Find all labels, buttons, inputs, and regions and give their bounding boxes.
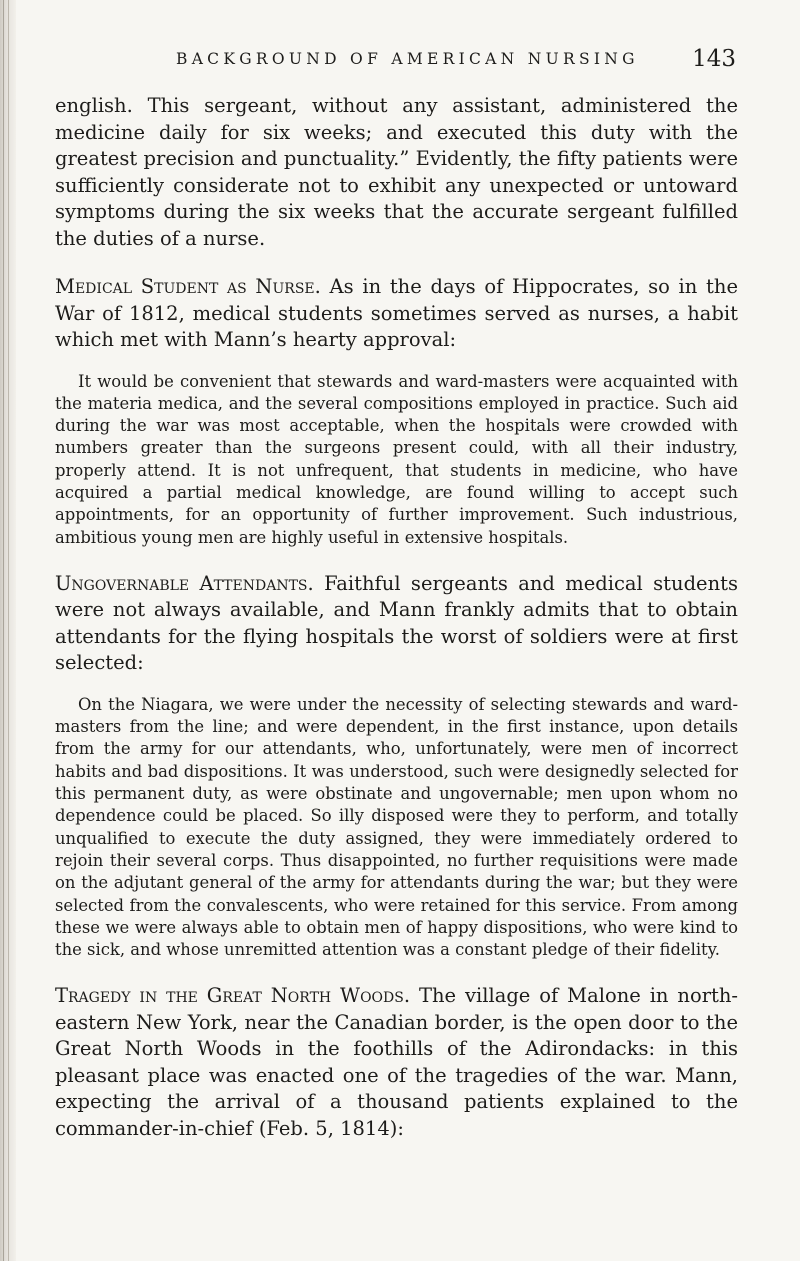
quote-text: It would be convenient that stewards and ward-masters were acquainted with the materia medica, and the several compositions employed in practice. Such aid during the war was most acceptable, when the hospitals were crowded with numbers greater than the surgeons present could, with all their industry, properly attend. It is not unfrequent, that students in medicine, who have acquired a partial medical knowledge, are found willing to accept such appointments, for an opportunity of further improvement. Such industrious, ambitious young men are highly useful in extensive hospitals. [55, 371, 738, 547]
paragraph-sergeant-duties [55, 93, 738, 252]
paragraph-ungovernable-attendants [55, 571, 738, 677]
paragraph-text: The village of Malone in north-eastern New York, near the Canadian border, is the open door to the Great North Woods in the foothills of the Adirondacks: in this pleasant place was enacted one of the tragedies of the war. Mann, expecting the arrival of a thousand patients explained to the commander-in-chief (Feb. 5, 1814): [55, 984, 739, 1140]
block-quote-niagara [55, 694, 738, 962]
running-head: BACKGROUND OF AMERICAN NURSING [176, 50, 639, 68]
paragraph-medical-student [55, 274, 738, 354]
section-heading-tragedy: Tragedy in the Great North Woods. [55, 984, 411, 1008]
paragraph-text: Faithful sergeants and medical students were not always available, and Mann frankly admits that to obtain attendants for the flying hospitals the worst of soldiers were at first selected: [55, 571, 738, 675]
paragraph-text: english. This sergeant, without any assistant, administered the medicine daily for six weeks; and executed this duty with the greatest precision and punctuality.” Evidently, the fifty patients were sufficiently considerate not to exhibit any unexpected or untoward symptoms during the six weeks that the accurate sergeant fulfilled the duties of a nurse. [55, 94, 738, 250]
block-quote-stewards [55, 371, 738, 549]
section-heading-medical-student: Medical Student as Nurse. [55, 275, 321, 298]
paragraph-tragedy-north-woods [55, 983, 738, 1142]
page-body [55, 93, 738, 1142]
page-header [176, 44, 736, 78]
page-number: 143 [692, 46, 736, 72]
paragraph-text: As in the days of Hippocrates, so in the War of 1812, medical students sometimes served as nurses, a habit which met with Mann’s hearty approval: [55, 275, 738, 351]
quote-text: On the Niagara, we were under the necessity of selecting stewards and ward-masters from the line; and were dependent, in the first instance, upon details from the army for our attendants, who, unfortunately, were men of incorrect habits and bad dispositions. It was understood, such were designedly selected for this permanent duty, as were obstinate and ungovernable; men upon whom no dependence could be placed. So illy disposed were they to perform, and totally unqualified to execute the duty assigned, they were immediately ordered to rejoin their several corps. Thus disappointed, no further requisitions were made on the adjutant general of the army for attendants during the war; but they were selected from the convalescents, who were retained for this service. From among these we were always able to obtain men of happy dispositions, who were kind to the sick, and whose unremitted attention was a constant pledge of their fidelity. [55, 694, 738, 960]
section-heading-ungovernable-attendants: Ungovernable Attendants. [55, 571, 314, 595]
page-binding-edge [0, 0, 16, 1261]
